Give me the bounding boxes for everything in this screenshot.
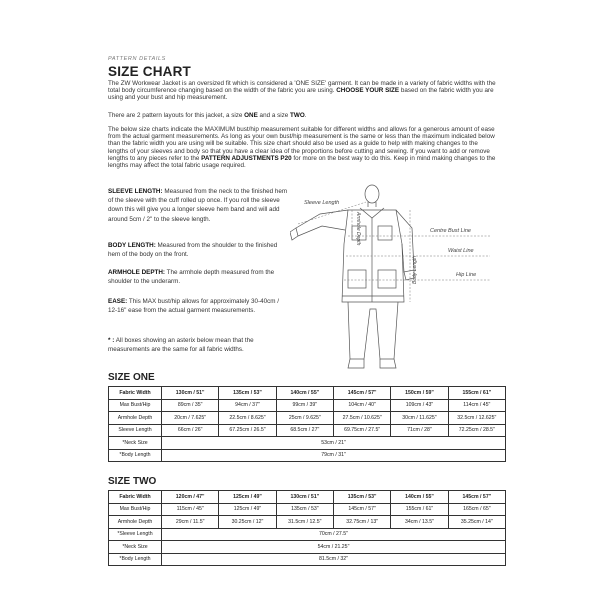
table-cell: 27.5cm / 10.625" (333, 412, 390, 425)
table-row (109, 437, 506, 450)
table-row (109, 424, 506, 437)
table-cell: 130cm / 51" (276, 491, 333, 504)
size-two-title: SIZE TWO (108, 476, 157, 487)
table-cell: *Sleeve Length (109, 528, 162, 541)
table-cell: 81.5cm / 32" (162, 553, 506, 566)
body-length-label: Body Length (412, 255, 418, 284)
table-cell: 115cm / 45" (162, 503, 219, 516)
table-cell: 67.25cm / 26.5" (219, 424, 276, 437)
sleeve-length-definition: SLEEVE LENGTH: Measured from the neck to the finished hem of the sleeve with the cuff rolled up once. If you roll the sleeve down this will give you a longer sleeve hem band and will add around 5cm / 2" to the sleeve length. (108, 188, 288, 223)
size-two-table (108, 490, 506, 566)
hip-line-label: Hip Line (456, 272, 477, 278)
table-cell: 155cm / 61" (448, 387, 505, 400)
table-cell: 71cm / 28" (391, 424, 448, 437)
table-cell: 53cm / 21" (162, 437, 506, 450)
jacket-hip-pocket (348, 270, 366, 288)
table-cell: 79cm / 31" (162, 449, 506, 462)
table-cell: 89cm / 35" (162, 399, 219, 412)
jacket-figure-illustration (290, 184, 500, 374)
table-cell: 114cm / 45" (448, 399, 505, 412)
table-cell: 109cm / 43" (391, 399, 448, 412)
armhole-depth-definition: ARMHOLE DEPTH: The armhole depth measured from the shoulder to the underarm. (108, 269, 275, 286)
table-cell: 30cm / 11.625" (391, 412, 448, 425)
table-cell: Max Bust/Hip (109, 399, 162, 412)
sleeve-length-label: Sleeve Length (304, 200, 340, 206)
waist-line-label: Waist Line (448, 248, 474, 254)
table-header-row (109, 491, 506, 504)
table-cell: 104cm / 40" (333, 399, 390, 412)
table-cell: 66cm / 26" (162, 424, 219, 437)
table-cell: 155cm / 61" (391, 503, 448, 516)
figure-head (365, 185, 379, 203)
table-cell: 140cm / 55" (391, 491, 448, 504)
asterisk-definition: * : All boxes showing an asterix below mean that the measurements are the same for all fabric widths. (108, 337, 254, 354)
table-cell: 165cm / 65" (448, 503, 505, 516)
table-row (109, 412, 506, 425)
table-cell: 30.25cm / 12" (219, 516, 276, 529)
table-row (109, 503, 506, 516)
table-cell: 70cm / 27.5" (162, 528, 506, 541)
table-cell: 29cm / 11.5" (162, 516, 219, 529)
table-cell: 125cm / 49" (219, 491, 276, 504)
table-cell: 34cm / 13.5" (391, 516, 448, 529)
table-cell: 145cm / 57" (333, 503, 390, 516)
table-cell: 32.75cm / 13" (333, 516, 390, 529)
table-cell: 32.5cm / 12.625" (448, 412, 505, 425)
table-cell: 135cm / 53" (276, 503, 333, 516)
table-row (109, 553, 506, 566)
table-cell: 25cm / 9.625" (276, 412, 333, 425)
table-cell: Armhole Depth (109, 516, 162, 529)
table-cell: *Body Length (109, 553, 162, 566)
table-cell: 130cm / 51" (162, 387, 219, 400)
size-one-title: SIZE ONE (108, 372, 155, 383)
table-cell: Armhole Depth (109, 412, 162, 425)
jacket-sleeve (296, 210, 348, 236)
table-cell: 135cm / 53" (333, 491, 390, 504)
table-cell: 135cm / 53" (219, 387, 276, 400)
table-cell: *Neck Size (109, 437, 162, 450)
table-cell: 31.5cm / 12.5" (276, 516, 333, 529)
table-cell: Sleeve Length (109, 424, 162, 437)
size-one-table (108, 386, 506, 462)
table-row (109, 541, 506, 554)
page-title: SIZE CHART (108, 64, 191, 79)
table-cell: Fabric Width (109, 387, 162, 400)
table-cell: 145cm / 57" (448, 491, 505, 504)
table-row (109, 528, 506, 541)
table-cell: 20cm / 7.625" (162, 412, 219, 425)
section-tag: PATTERN DETAILS (108, 56, 166, 62)
ease-definition: EASE: This MAX bust/hip allows for approximately 30-40cm / 12-16" ease from the actual garment measurements. (108, 298, 280, 315)
table-cell: 69.75cm / 27.5" (333, 424, 390, 437)
table-row (109, 516, 506, 529)
table-row (109, 449, 506, 462)
table-cell: 125cm / 49" (219, 503, 276, 516)
table-cell: 140cm / 55" (276, 387, 333, 400)
table-cell: *Neck Size (109, 541, 162, 554)
body-length-definition: BODY LENGTH: Measured from the shoulder to the finished hem of the body on the front. (108, 242, 278, 259)
table-cell: 22.5cm / 8.625" (219, 412, 276, 425)
table-cell: 72.25cm / 28.5" (448, 424, 505, 437)
table-row (109, 399, 506, 412)
intro-paragraph-1: The ZW Workwear Jacket is an oversized fit which is considered a 'ONE SIZE' garment. It can be made in a variety of fabric widths with the total body circumference changing based on the width of the fabric you are using. CHOOSE YOUR SIZE based on the fabric width you are using and your bust and hip measurement. (108, 80, 496, 102)
armhole-depth-label: Armhole Depth (355, 212, 361, 246)
centre-bust-line-label: Centre Bust Line (430, 228, 471, 234)
table-cell: 150cm / 59" (391, 387, 448, 400)
table-cell: 68.5cm / 27" (276, 424, 333, 437)
table-cell: 99cm / 39" (276, 399, 333, 412)
table-cell: 94cm / 37" (219, 399, 276, 412)
table-cell: Fabric Width (109, 491, 162, 504)
table-cell: Max Bust/Hip (109, 503, 162, 516)
intro-paragraph-2: There are 2 pattern layouts for this jacket, a size ONE and a size TWO. (108, 112, 307, 119)
table-cell: 145cm / 57" (333, 387, 390, 400)
table-cell: 120cm / 47" (162, 491, 219, 504)
table-header-row (109, 387, 506, 400)
figure-legs (348, 302, 398, 359)
table-cell: 35.25cm / 14" (448, 516, 505, 529)
intro-paragraph-3: The below size charts indicate the MAXIMUM bust/hip measurement suitable for different widths and allows for a generous amount of ease from the actual garment measurements. As long as your own bust/hip measurement is the same or less than the maximum indicated below than the fabric width you are using will be suitable. This size chart should also be used as a guide to help with making changes to the lengths of your sleeves and body so that you have a clear idea of the proportions before cutting and sewing. If you want to add or remove lengths to any pieces refer to the PATTERN ADJUSTMENTS P20 for more on the best way to do this. Keep in mind making changes to the lengths may affect the total fabric usage required. (108, 126, 496, 170)
table-cell: *Body Length (109, 449, 162, 462)
table-cell: 54cm / 21.25" (162, 541, 506, 554)
